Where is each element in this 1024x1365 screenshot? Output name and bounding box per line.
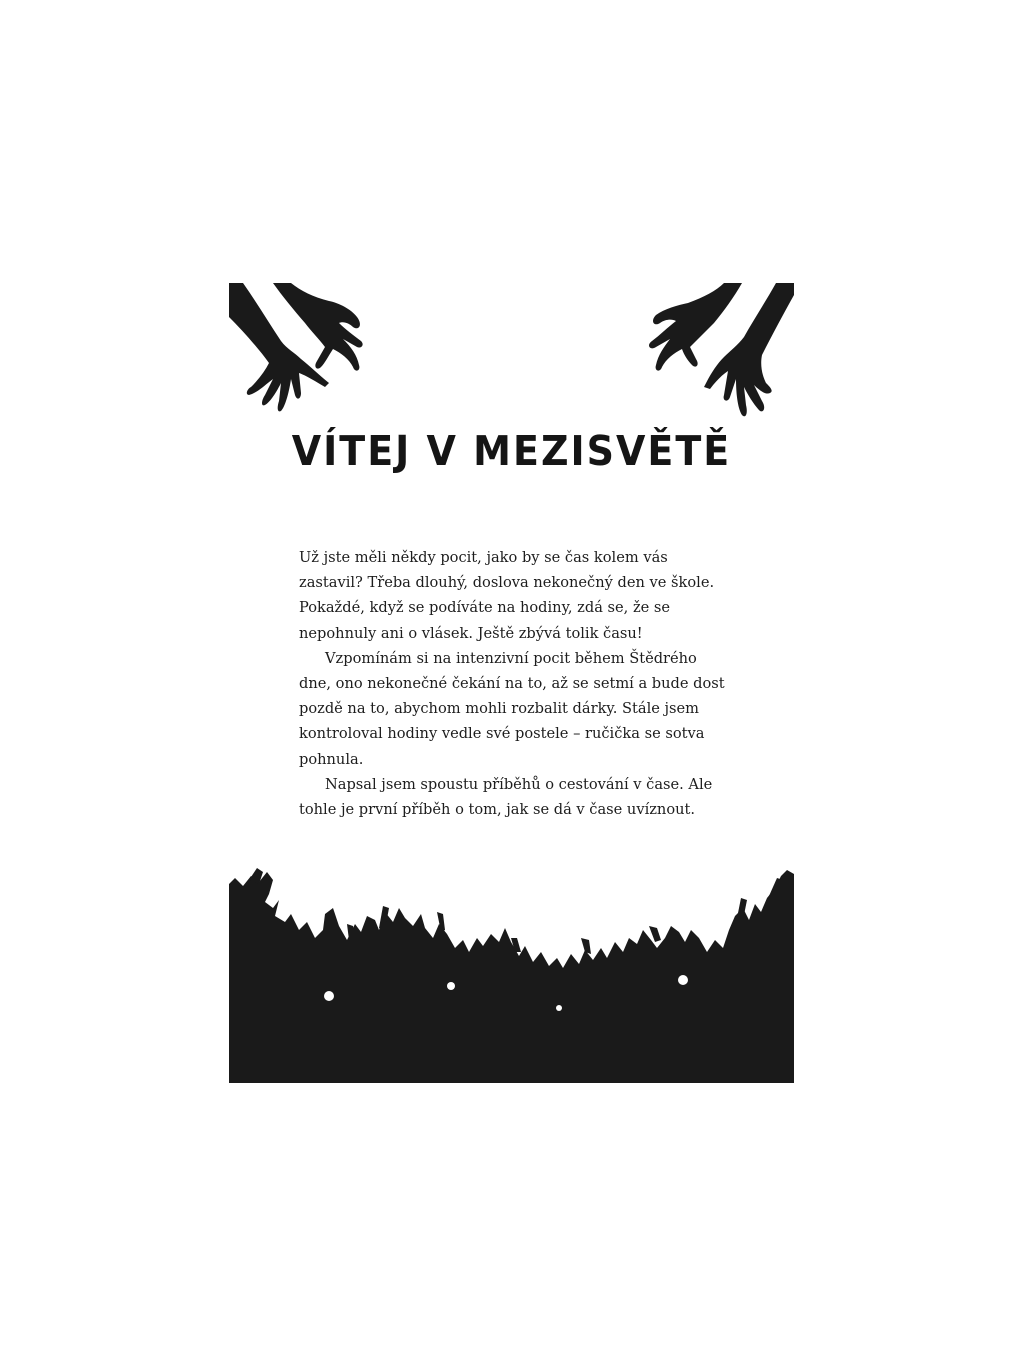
zombie-crowd-silhouette-illustration — [229, 868, 794, 1083]
zombie-hands-left-illustration — [229, 283, 379, 423]
paragraph: Vzpomínám si na intenzivní pocit během Štědrého dne, ono nekonečné čekání na to, až se setmí a bude dost pozdě na to, abychom mohli rozbalit dárky. Stále jsem kontroloval hodiny vedle své postele – ručička se sotva pohnula. — [299, 649, 725, 768]
chapter-body — [299, 545, 729, 822]
zombie-hands-right-illustration — [624, 283, 794, 428]
paragraph: Napsal jsem spoustu příběhů o cestování v čase. Ale tohle je první příběh o tom, jak se dá v čase uvíznout. — [299, 775, 713, 819]
chapter-title: VÍTEJ V MEZISVĚTĚ — [291, 427, 732, 475]
book-page — [229, 283, 794, 1083]
paragraph: Už jste měli někdy pocit, jako by se čas kolem vás zastavil? Třeba dlouhý, doslova nekonečný den ve škole. Pokaždé, když se podíváte na hodiny, zdá se, že se nepohnuly ani o vlásek. Ještě zbývá tolik času! — [299, 549, 715, 642]
